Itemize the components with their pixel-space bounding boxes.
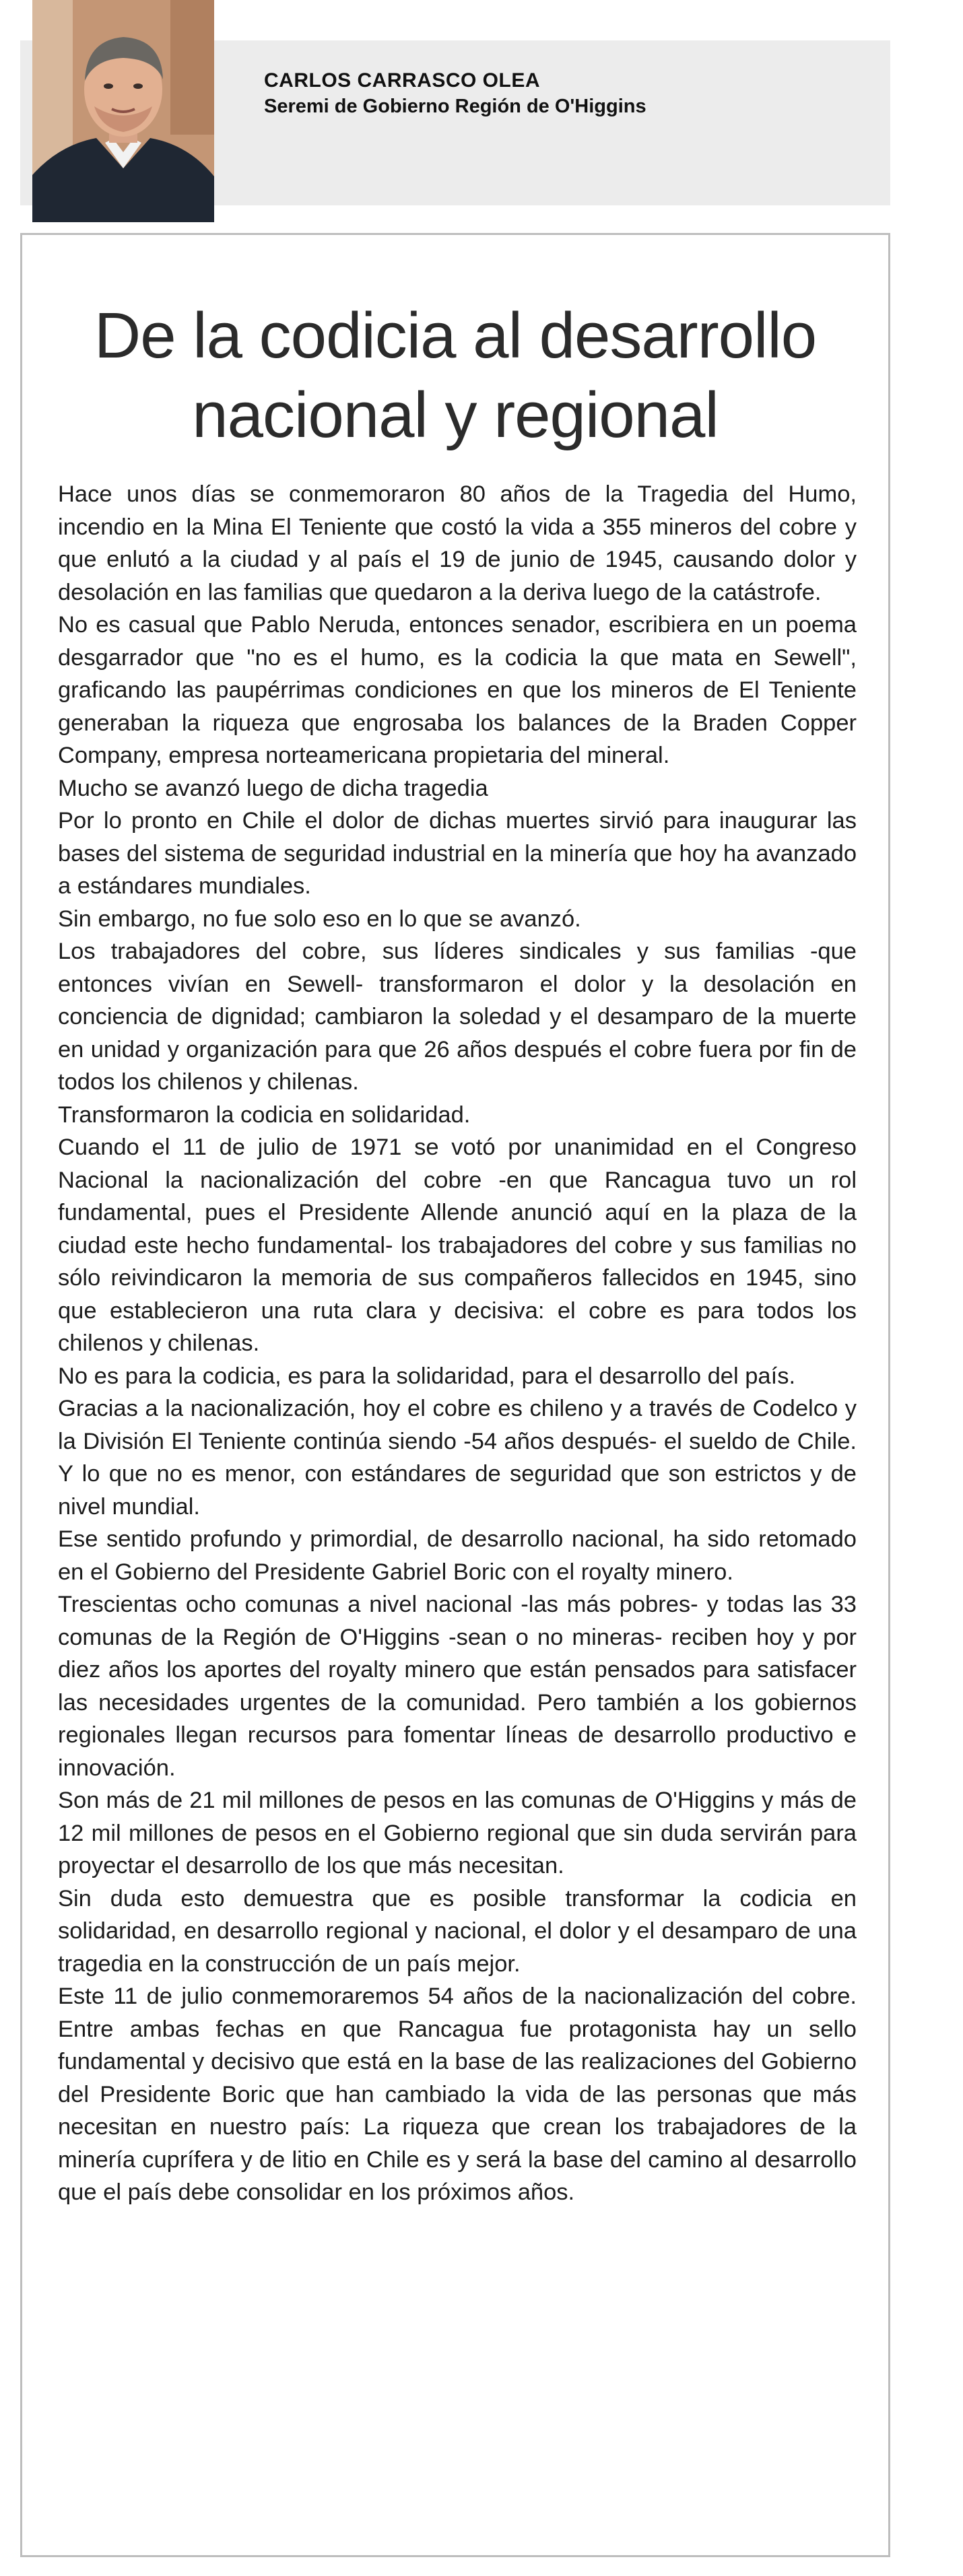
body-paragraph: Son más de 21 mil millones de pesos en las comunas de O'Higgins y más de 12 mil millones de pesos en el Gobierno regional que sin duda servirán para proyectar el desarrollo de los que más necesitan. (58, 1788, 857, 1878)
body-paragraph: No es casual que Pablo Neruda, entonces senador, escribiera en un poema desgarrador que "no es el humo, es la codicia la que mata en Sewell", graficando las paupérrimas condiciones en que los mineros de El Teniente generaban la riqueza que engrosaba los balances de la Braden Copper Company, empresa norteamericana propietaria del mineral. (58, 612, 857, 768)
body-paragraph: Transformaron la codicia en solidaridad. (58, 1101, 471, 1128)
body-paragraph: Trescientas ocho comunas a nivel nacional -las más pobres- y todas las 33 comunas de la Región de O'Higgins -sean o no mineras- reciben hoy y por diez años los aportes del royalty minero que están pensados para satisfacer las necesidades urgentes de la comunidad. Pero también a los gobiernos regionales llegan recursos para fomentar líneas de desarrollo productivo e innovación. (58, 1592, 857, 1781)
body-paragraph: Mucho se avanzó luego de dicha tragedia (58, 775, 488, 801)
body-paragraph: No es para la codicia, es para la solidaridad, para el desarrollo del país. (58, 1363, 796, 1389)
body-paragraph: Sin duda esto demuestra que es posible transformar la codicia en solidaridad, en desarrollo regional y nacional, el dolor y el desamparo de una tragedia en la construcción de un país mejor. (58, 1885, 857, 1977)
body-paragraph: Hace unos días se conmemoraron 80 años de la Tragedia del Humo, incendio en la Mina El Teniente que costó la vida a 355 mineros del cobre y que enlutó a la ciudad y al país el 19 de junio de 1945, causando dolor y desolación en las familias que quedaron a la deriva luego de la catástrofe. (58, 481, 857, 605)
body-paragraph: Ese sentido profundo y primordial, de desarrollo nacional, ha sido retomado en el Gobierno del Presidente Gabriel Boric con el royalty minero. (58, 1526, 857, 1585)
body-paragraph: Los trabajadores del cobre, sus líderes sindicales y sus familias -que entonces vivían en Sewell- transformaron el dolor y la desolación en conciencia de dignidad; cambiaron la soledad y el desamparo de la muerte en unidad y organización para que 26 años después el cobre fuera por fin de todos los chilenos y chilenas. (58, 939, 857, 1095)
body-paragraph: Sin embargo, no fue solo eso en lo que se avanzó. (58, 906, 581, 932)
author-name: CARLOS CARRASCO OLEA (264, 69, 541, 92)
body-paragraph: Cuando el 11 de julio de 1971 se votó por unanimidad en el Congreso Nacional la nacionalización del cobre -en que Rancagua tuvo un rol fundamental, pues el Presidente Allende anunció aquí en la plaza de la ciudad este hecho fundamental- los trabajadores del cobre y sus familias no sólo reivindicaron la memoria de sus compañeros fallecidos en 1945, sino que establecieron una ruta clara y decisiva: el cobre es para todos los chilenos y chilenas. (58, 1134, 857, 1356)
body-paragraph: Gracias a la nacionalización, hoy el cobre es chileno y a través de Codelco y la División El Teniente continúa siendo -54 años después- el sueldo de Chile. Y lo que no es menor, con estándares de seguridad que son estrictos y de nivel mundial. (58, 1396, 857, 1520)
author-block (264, 69, 646, 120)
author-role: Seremi de Gobierno Región de O'Higgins (264, 96, 646, 117)
author-photo (32, 0, 214, 222)
article-body (58, 478, 857, 2209)
body-paragraph: Por lo pronto en Chile el dolor de dichas muertes sirvió para inaugurar las bases del sistema de seguridad industrial en la minería que hoy ha avanzado a estándares mundiales. (58, 808, 857, 899)
headline-line-1: De la codicia al desarrollo (94, 300, 817, 372)
headline-line-2: nacional y regional (192, 379, 719, 451)
headline (20, 296, 890, 455)
body-paragraph: Este 11 de julio conmemoraremos 54 años de la nacionalización del cobre. Entre ambas fechas en que Rancagua fue protagonista hay un sello fundamental y decisivo que está en la base de las realizaciones del Gobierno del Presidente Boric que han cambiado la vida de las personas que más necesitan en nuestro país: La riqueza que crean los trabajadores de la minería cuprífera y de litio en Chile es y será la base del camino al desarrollo que el país debe consolidar en los próximos años. (58, 1984, 857, 2205)
